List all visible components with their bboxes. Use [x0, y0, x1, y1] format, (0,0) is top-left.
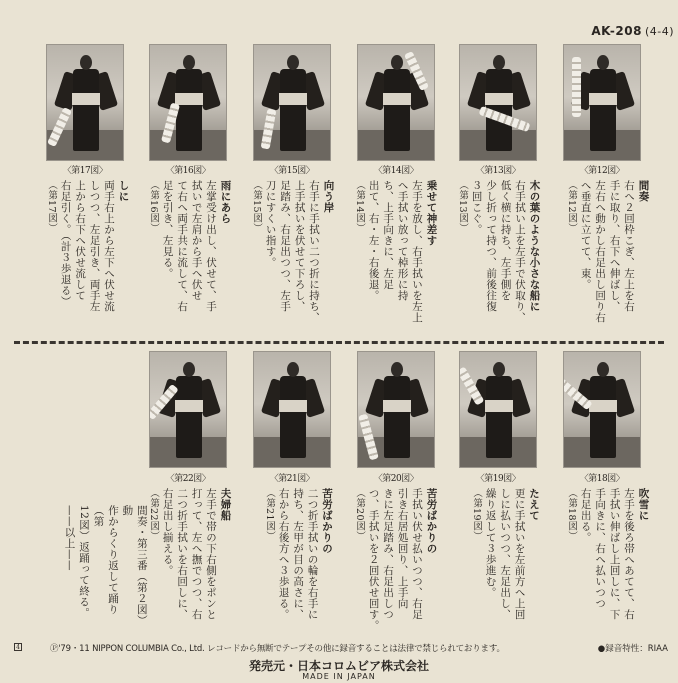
text-line: 二つ折手拭いを右回しに、 — [176, 488, 189, 620]
caption-figure-19: 〈第19図〉 — [475, 474, 521, 484]
text-line: 手拭い伸ばし上回しに、下 — [608, 488, 621, 620]
photo-figure-13 — [459, 44, 537, 161]
heading-ko-no-ha: 木の葉のような小さな船に — [528, 180, 541, 312]
figure-reference: （第21図） — [264, 488, 276, 542]
caption-figure-17: 〈第17図〉 — [62, 166, 108, 176]
text-block-closing — [62, 505, 149, 636]
photo-figure-18 — [563, 351, 641, 468]
text-line: しつつ、左足引き、両手左 — [88, 180, 101, 312]
page-number-box: 4 — [14, 643, 22, 651]
heading-tae: たえて — [528, 488, 541, 521]
figure-reference: （第12図） — [566, 180, 578, 234]
text-line: 引き右居処回り、上手向 — [396, 488, 409, 609]
text-line: つ、手拭いを２回伏せ回す。 — [367, 488, 380, 631]
text-line: ３回こぐ。 — [470, 180, 483, 235]
caption-figure-18: 〈第18図〉 — [579, 474, 625, 484]
heading-kurou-1: 苦労ばかりの — [425, 488, 438, 554]
heading-fuufu: 夫婦船 — [219, 488, 232, 521]
text-block-ame — [147, 180, 233, 330]
caption-figure-22: 〈第22図〉 — [165, 474, 211, 484]
text-line: 左右へ動かし右足出し回り右 — [594, 180, 607, 323]
text-line: 手向きに、右へ払いつつ — [594, 488, 607, 609]
photo-figure-14 — [357, 44, 435, 161]
text-line: 手拭い伏せ払いつつ、右足 — [411, 488, 424, 620]
text-line: 右から右後方へ３歩退る。 — [277, 488, 290, 620]
made-in-japan: MADE IN JAPAN — [302, 672, 376, 681]
distributor: 発売元・日本コロムビア株式会社 — [248, 659, 429, 673]
text-line: 作からくり返して踊り（第 — [92, 505, 119, 615]
figure-reference: （第17図） — [46, 180, 58, 234]
text-line: 間奏・第三番（第２図）動 — [121, 505, 148, 626]
caption-figure-20: 〈第20図〉 — [373, 474, 419, 484]
text-line: 左手を放し、右手拭いを左上 — [411, 180, 424, 323]
text-line: ち、上手向きに、左足 — [382, 180, 395, 290]
text-line: 少し折って持つ、前後往復 — [485, 180, 498, 312]
figure-reference: （第22図） — [148, 488, 160, 542]
photo-figure-12 — [563, 44, 641, 161]
text-line: 左掌受け出し、伏せて、手 — [205, 180, 218, 312]
text-block-kurou-1 — [353, 488, 439, 636]
text-block-mukougishi — [250, 180, 336, 330]
caption-figure-12: 〈第12図〉 — [579, 166, 625, 176]
end-mark: ——以上—— — [63, 505, 76, 571]
text-line: 二つ折手拭いの輪を右手に — [306, 488, 319, 620]
text-block-shi — [45, 180, 131, 330]
text-line: 繰り返して３歩進む。 — [484, 488, 497, 598]
figure-reference: （第19図） — [471, 488, 483, 542]
text-block-kurou-2 — [263, 488, 334, 636]
text-block-tae — [470, 488, 541, 636]
figure-reference: （第14図） — [354, 180, 366, 234]
photo-figure-17 — [46, 44, 124, 161]
photo-figure-15 — [253, 44, 331, 161]
figure-reference: （第15図） — [251, 180, 263, 234]
text-line: 拭いで左肩から手へ伏せ — [190, 180, 203, 301]
photo-figure-21 — [253, 351, 331, 468]
text-line: 更に手拭いを左前方へ上回 — [513, 488, 526, 620]
text-line: 両手右上から左下へ伏せ流 — [103, 180, 116, 312]
text-block-ko-no-ha — [456, 180, 542, 330]
heading-ame: 雨にあら — [219, 180, 232, 224]
page-code: AK-208 (4-4) — [591, 24, 674, 38]
caption-figure-13: 〈第13図〉 — [475, 166, 521, 176]
figure-reference: （第18図） — [566, 488, 578, 542]
text-line: 右足出し揃える。 — [161, 488, 174, 576]
heading-fubuki: 吹雪に — [637, 488, 650, 521]
text-line: きに左足踏み、右足出しつ — [382, 488, 395, 620]
text-line: 足を引き、左見る。 — [161, 180, 174, 279]
text-line: しに払いつつ、左足出し、 — [499, 488, 512, 620]
text-line: 12図）返踊って終る。 — [77, 505, 90, 619]
text-line: 持ち、左甲が目の高さに、 — [292, 488, 305, 620]
caption-figure-15: 〈第15図〉 — [269, 166, 315, 176]
text-line: 右足引く。（計３歩退る） — [59, 180, 72, 307]
figure-reference: （第13図） — [457, 180, 469, 234]
section-divider — [14, 341, 664, 344]
heading-mukougishi: 向う岸 — [322, 180, 335, 213]
photo-figure-16 — [149, 44, 227, 161]
text-line: て右へ両手共に流して、右 — [176, 180, 189, 312]
text-line: 右手に手拭い二つ折に持ち、 — [308, 180, 321, 323]
text-line: 右手拭い上を左手で伏取り、 — [514, 180, 527, 323]
text-line: 右へ２回枠こぎ、左上を右 — [623, 180, 636, 312]
caption-figure-14: 〈第14図〉 — [373, 166, 419, 176]
photo-figure-19 — [459, 351, 537, 468]
text-line: 左手で帯の下右側をポンと — [205, 488, 218, 620]
text-line: 打って、左へ撫でつつ、右 — [190, 488, 203, 620]
text-block-nosete — [353, 180, 439, 330]
text-line: 手に取り、右下へ伸ばし、 — [608, 180, 621, 312]
text-block-fubuki — [565, 488, 651, 636]
figure-reference: （第20図） — [354, 488, 366, 542]
text-line: へ手拭い放って棹形に持 — [396, 180, 409, 301]
text-line: 出て、右・左・右後退。 — [367, 180, 380, 301]
photo-figure-20 — [357, 351, 435, 468]
text-line: 右足出る。 — [579, 488, 592, 543]
copyright-notice: Ⓟ'79・11 NIPPON COLUMBIA Co., Ltd. レコードから無断でテープその他に録音することは法律で禁じられております。 — [50, 644, 505, 654]
figure-reference: （第16図） — [148, 180, 160, 234]
text-line: 低く横に持ち、左手側を — [499, 180, 512, 301]
heading-nosete: 乗せて神差す — [425, 180, 438, 246]
text-line: へ垂直に立てて、東。 — [579, 180, 592, 290]
heading-kurou-2: 苦労ばかりの — [321, 488, 334, 554]
caption-figure-21: 〈第21図〉 — [269, 474, 315, 484]
text-line: 足踏み、右足出つつ、左手 — [279, 180, 292, 312]
caption-figure-16: 〈第16図〉 — [165, 166, 211, 176]
photo-figure-22 — [149, 351, 227, 468]
text-block-interlude — [565, 180, 651, 330]
text-line: 刀にすくい指す。 — [264, 180, 277, 268]
heading-shi: しに — [117, 180, 130, 202]
text-line: 上手拭いを伏せて下ろし、 — [293, 180, 306, 312]
heading-interlude: 間奏 — [637, 180, 650, 202]
recording-characteristic: ●録音特性：RIAA — [597, 644, 668, 654]
text-block-fuufu — [147, 488, 233, 636]
text-line: 上から右下へ伏せ流して — [74, 180, 87, 301]
text-line: 左手を後ろ帯へあてて、右 — [623, 488, 636, 620]
